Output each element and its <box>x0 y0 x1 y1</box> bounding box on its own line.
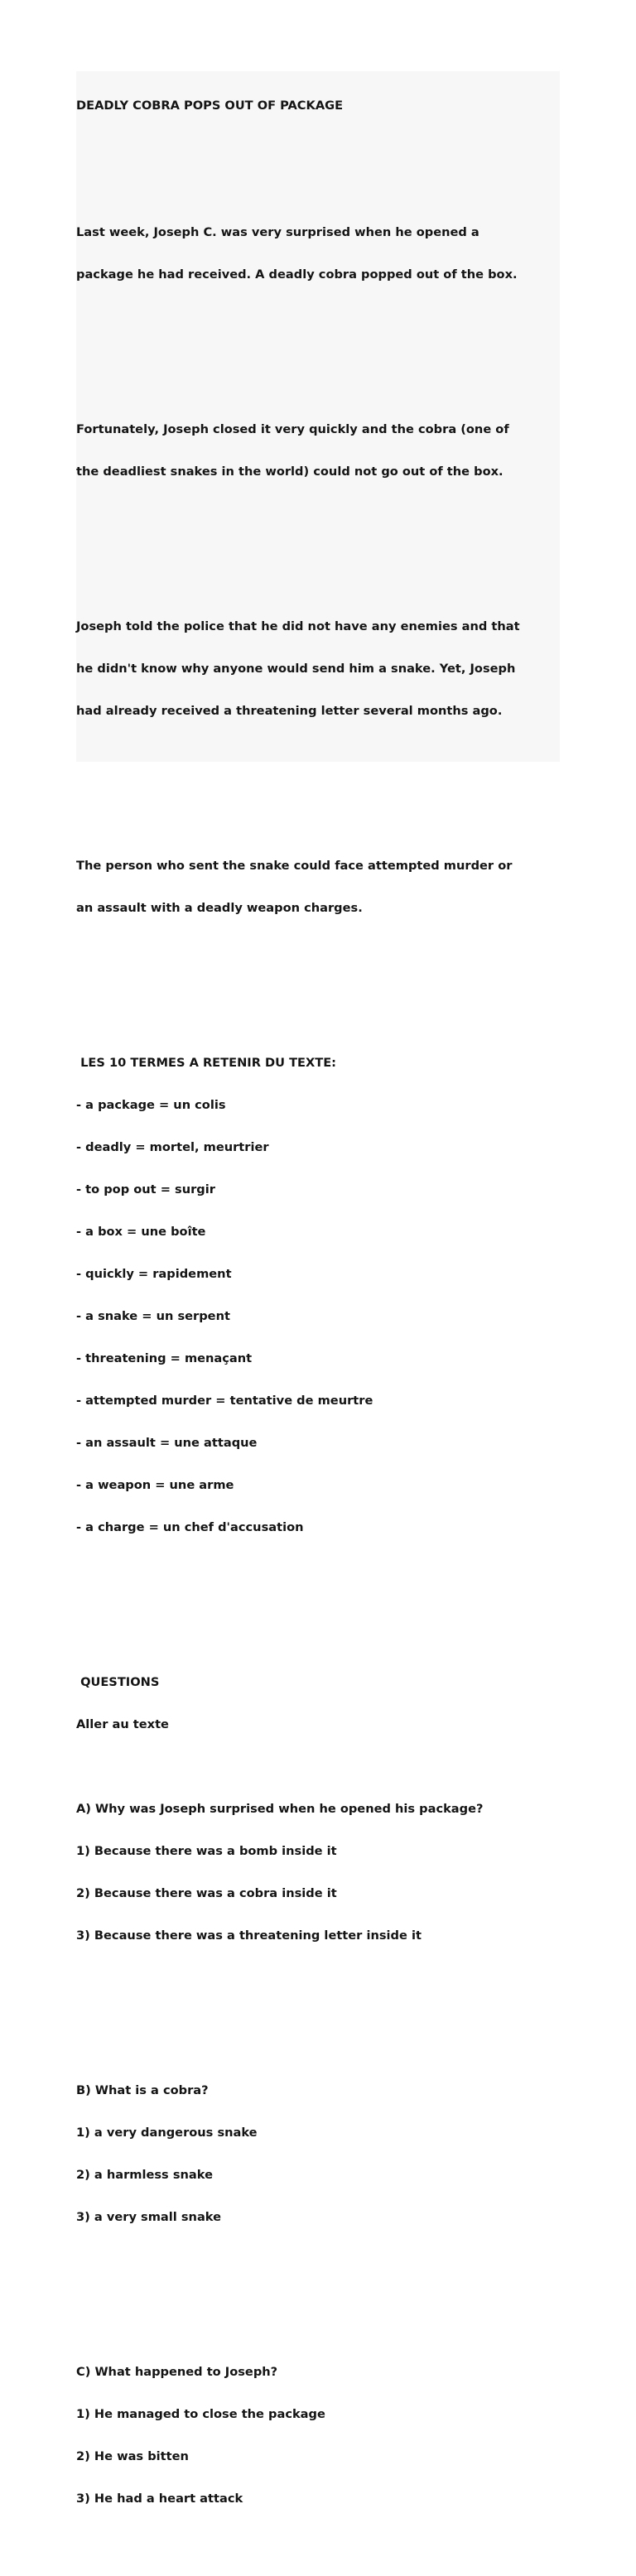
question-text: B) What is a cobra? <box>76 2083 209 2097</box>
vocabulary-item: - threatening = menaçant <box>76 1351 253 1365</box>
vocabulary-item: - attempted murder = tentative de meurtre <box>76 1394 373 1408</box>
vocabulary-item: - a weapon = une arme <box>76 1478 234 1492</box>
questions-heading: QUESTIONS <box>76 1675 160 1689</box>
question-block-c <box>76 2337 573 2534</box>
paragraph-3 <box>76 591 573 746</box>
vocabulary-heading: LES 10 TERMES A RETENIR DU TEXTE: <box>76 1056 337 1070</box>
question-text: C) What happened to Joseph? <box>76 2365 278 2379</box>
vocabulary-item: - an assault = une attaque <box>76 1436 258 1450</box>
vocabulary-section <box>76 1028 573 1562</box>
question-option: 3) a very small snake <box>76 2210 221 2224</box>
question-text: A) Why was Joseph surprised when he opened his package? <box>76 1802 484 1816</box>
question-option: 2) He was bitten <box>76 2449 189 2463</box>
paragraph-line: package he had received. A deadly cobra popped out of the box. <box>76 267 518 282</box>
paragraph-line: Fortunately, Joseph closed it very quickly and the cobra (one of <box>76 422 509 436</box>
question-block-b <box>76 2055 573 2252</box>
question-option: 3) He had a heart attack <box>76 2492 243 2506</box>
paragraph-1 <box>76 197 573 310</box>
question-option: 3) Because there was a threatening letter inside it <box>76 1928 422 1943</box>
paragraph-4 <box>76 831 573 943</box>
document-title: DEADLY COBRA POPS OUT OF PACKAGE <box>76 99 344 113</box>
vocabulary-item: - quickly = rapidement <box>76 1267 232 1281</box>
vocabulary-item: - a snake = un serpent <box>76 1309 230 1323</box>
paragraph-line: the deadliest snakes in the world) could not go out of the box. <box>76 465 504 479</box>
vocabulary-item: - to pop out = surgir <box>76 1182 215 1197</box>
paragraph-line: had already received a threatening letter several months ago. <box>76 704 503 718</box>
paragraph-line: he didn't know why anyone would send him a snake. Yet, Joseph <box>76 662 516 676</box>
question-option: 1) Because there was a bomb inside it <box>76 1844 337 1858</box>
question-option: 2) a harmless snake <box>76 2168 213 2182</box>
questions-section <box>76 1647 573 2562</box>
document-content <box>76 70 573 2576</box>
vocabulary-item: - deadly = mortel, meurtrier <box>76 1140 269 1154</box>
paragraph-line: The person who sent the snake could face attempted murder or <box>76 859 513 873</box>
questions-subheading: Aller au texte <box>76 1717 169 1731</box>
question-option: 2) Because there was a cobra inside it <box>76 1886 337 1900</box>
paragraph-2 <box>76 394 573 507</box>
paragraph-line: Last week, Joseph C. was very surprised when he opened a <box>76 225 479 239</box>
question-option: 1) a very dangerous snake <box>76 2126 258 2140</box>
paragraph-line: Joseph told the police that he did not have any enemies and that <box>76 619 520 633</box>
vocabulary-item: - a package = un colis <box>76 1098 226 1112</box>
paragraph-line: an assault with a deadly weapon charges. <box>76 901 363 915</box>
vocabulary-item: - a box = une boîte <box>76 1225 206 1239</box>
question-block-a <box>76 1774 573 1971</box>
question-option: 1) He managed to close the package <box>76 2407 325 2421</box>
vocabulary-item: - a charge = un chef d'accusation <box>76 1520 304 1534</box>
